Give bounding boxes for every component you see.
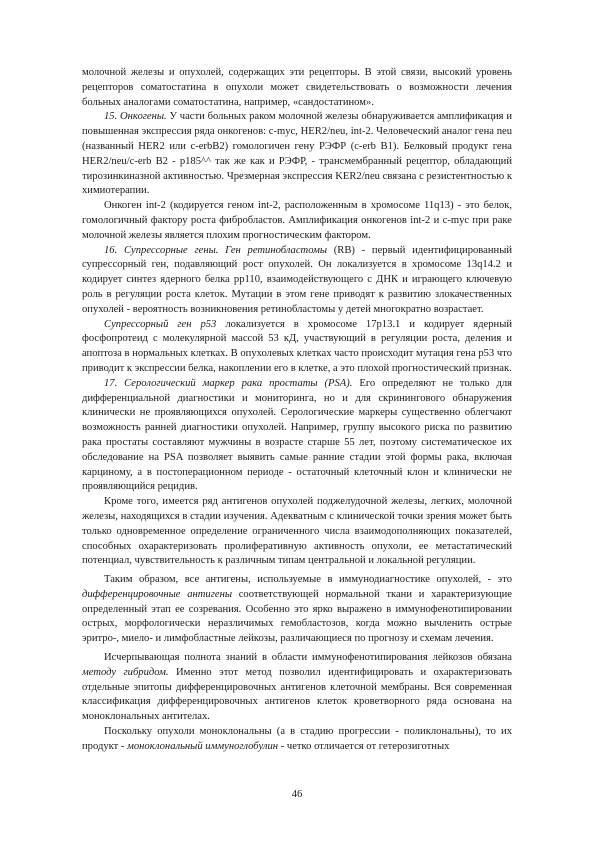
italic-text: 16. Супрессорные гены. Ген ретинобластомы (104, 244, 328, 256)
italic-text: методу гибридом. (82, 666, 169, 678)
body-text (82, 66, 512, 755)
text-run: Исчерпывающая полнота знаний в области иммунофенотипирования лейкозов обязана (104, 652, 512, 664)
text-run: - четко отличается от гетерозиготных (278, 740, 450, 752)
paragraph (82, 66, 512, 110)
paragraph (82, 244, 512, 318)
text-run: Онкоген int-2 (кодируется геном int-2, расположенным в хромосоме 11q13) - это белок, гомологичный фактору роста фибробластов. Амплификация онкогенов int-2 и c-myc при раке молочной железы является плохим прогностическим фактором. (82, 200, 512, 241)
paragraph (82, 725, 512, 755)
paragraph (82, 495, 512, 569)
text-run: Кроме того, имеется ряд антигенов опухолей поджелудочной железы, легких, молочной железы, находящихся в стадии изучения. Адекватным с клинической точки зрения может быть только одновременное определение ограниченного числа взаимодополняющих показателей, способных охарактеризовать пролиферативную активность опухоли, ее метастатический потенциал, чувствительность к различным типам центральной и локальной регуляции. (82, 496, 512, 567)
paragraph (82, 318, 512, 377)
text-run: Таким образом, все антигены, используемые в иммунодиагностике опухолей, - это (104, 574, 512, 586)
paragraph (82, 377, 512, 495)
italic-text: дифференцировочные антигены (82, 588, 232, 600)
text-run: У части больных раком молочной железы обнаруживается амплификация и повышенная экспрессия ряда онкогенов: c-myc, HER2/neu, int-2. Человеческий аналог гена neu (названный HER2 или c-erbB2) гомологичен гену РЭФР (c-erb B1). Белковый продукт гена HER2/neu/c-erb B2 - p185^^ так же как и РЭФР, - трансмембранный рецептор, обладающий тирозинкиназной активностью. Чрезмерная экспрессия KER2/neu связана с резистентностью к химиотерапии. (82, 111, 512, 197)
text-run: (RB) - первый идентифицированный супрессорный ген, подавляющий рост опухолей. Он локализуется в хромосоме 13q14.2 и кодирует синтез ядерного белка pp110, взаимодействующего с ДНК и играющего ключевую роль в регуляции роста клеток. Мутации в этом гене приводят к развитию злокачественных опухолей - вероятность возникновения ретинобластомы у детей многократно возрастает. (82, 244, 512, 315)
page-number: 46 (291, 789, 303, 800)
italic-text: моноклональный иммуноглобулин (127, 740, 279, 752)
text-run: соответствующей нормальной ткани и характеризующие определенный этап ее созревания. Особенно это ярко выражено в иммунофенотипировании острых, морфологически неразличимых гемобластозов, когда можно вычленить острые эритро-, миело- и лимфобластные лейкозы, различающиеся по прогнозу и схемам лечения. (82, 588, 512, 645)
paragraph (82, 651, 512, 725)
text-run: молочной железы и опухолей, содержащих эти рецепторы. В этой связи, высокий уровень рецепторов соматостатина в опухоли может свидетельствовать о возможности лечения больных аналогами соматостатина, например, «сандостатином». (82, 67, 512, 108)
italic-text: 17. Серологический маркер рака простаты (PSA). (104, 377, 353, 389)
italic-text: Супрессорный ген p53 (104, 318, 217, 330)
text-run: Поскольку опухоли моноклональны (а в стадию прогрессии - поликлональны), то их продукт - (82, 726, 512, 752)
text-run: Его определяют не только для дифференциальной диагностики и мониторинга, но и для скринингового обнаружения клинически не проявляющихся опухолей. Серологические маркеры существенно облегчают возможность ранней диагностики опухолей. Например, группу высокого риска по развитию рака простаты составляют мужчины в возрасте старше 55 лет, поэтому систематическое их обследование на PSA позволяет выявить самые ранние стадии этой формы рака, включая карциному, а в постоперационном периоде - остаточный клеточный клон и клинически не проявляющийся рецидив. (82, 377, 512, 493)
paragraph (82, 110, 512, 199)
paragraph (82, 199, 512, 243)
italic-text: 15. Онкогены. (104, 111, 167, 123)
paragraph (82, 573, 512, 647)
text-run: Именно этот метод позволил идентифицировать и охарактеризовать отдельные эпитопы дифференцировочных антигенов клеточной мембраны. Вся современная классификация дифференцировочных антигенов клеток кроветворного ряда основана на моноклональных антителах. (82, 666, 512, 723)
text-run: локализуется в хромосоме 17p13.1 и кодирует ядерный фосфопротеид с молекулярной массой 53 кД, участвующий в регуляции роста, деления и апоптоза в нормальных клетках. В опухолевых клетках часто происходит мутация гена p53 что приводит к экспрессии белка, накоплении его в клетке, а это плохой прогностический признак. (82, 318, 512, 374)
